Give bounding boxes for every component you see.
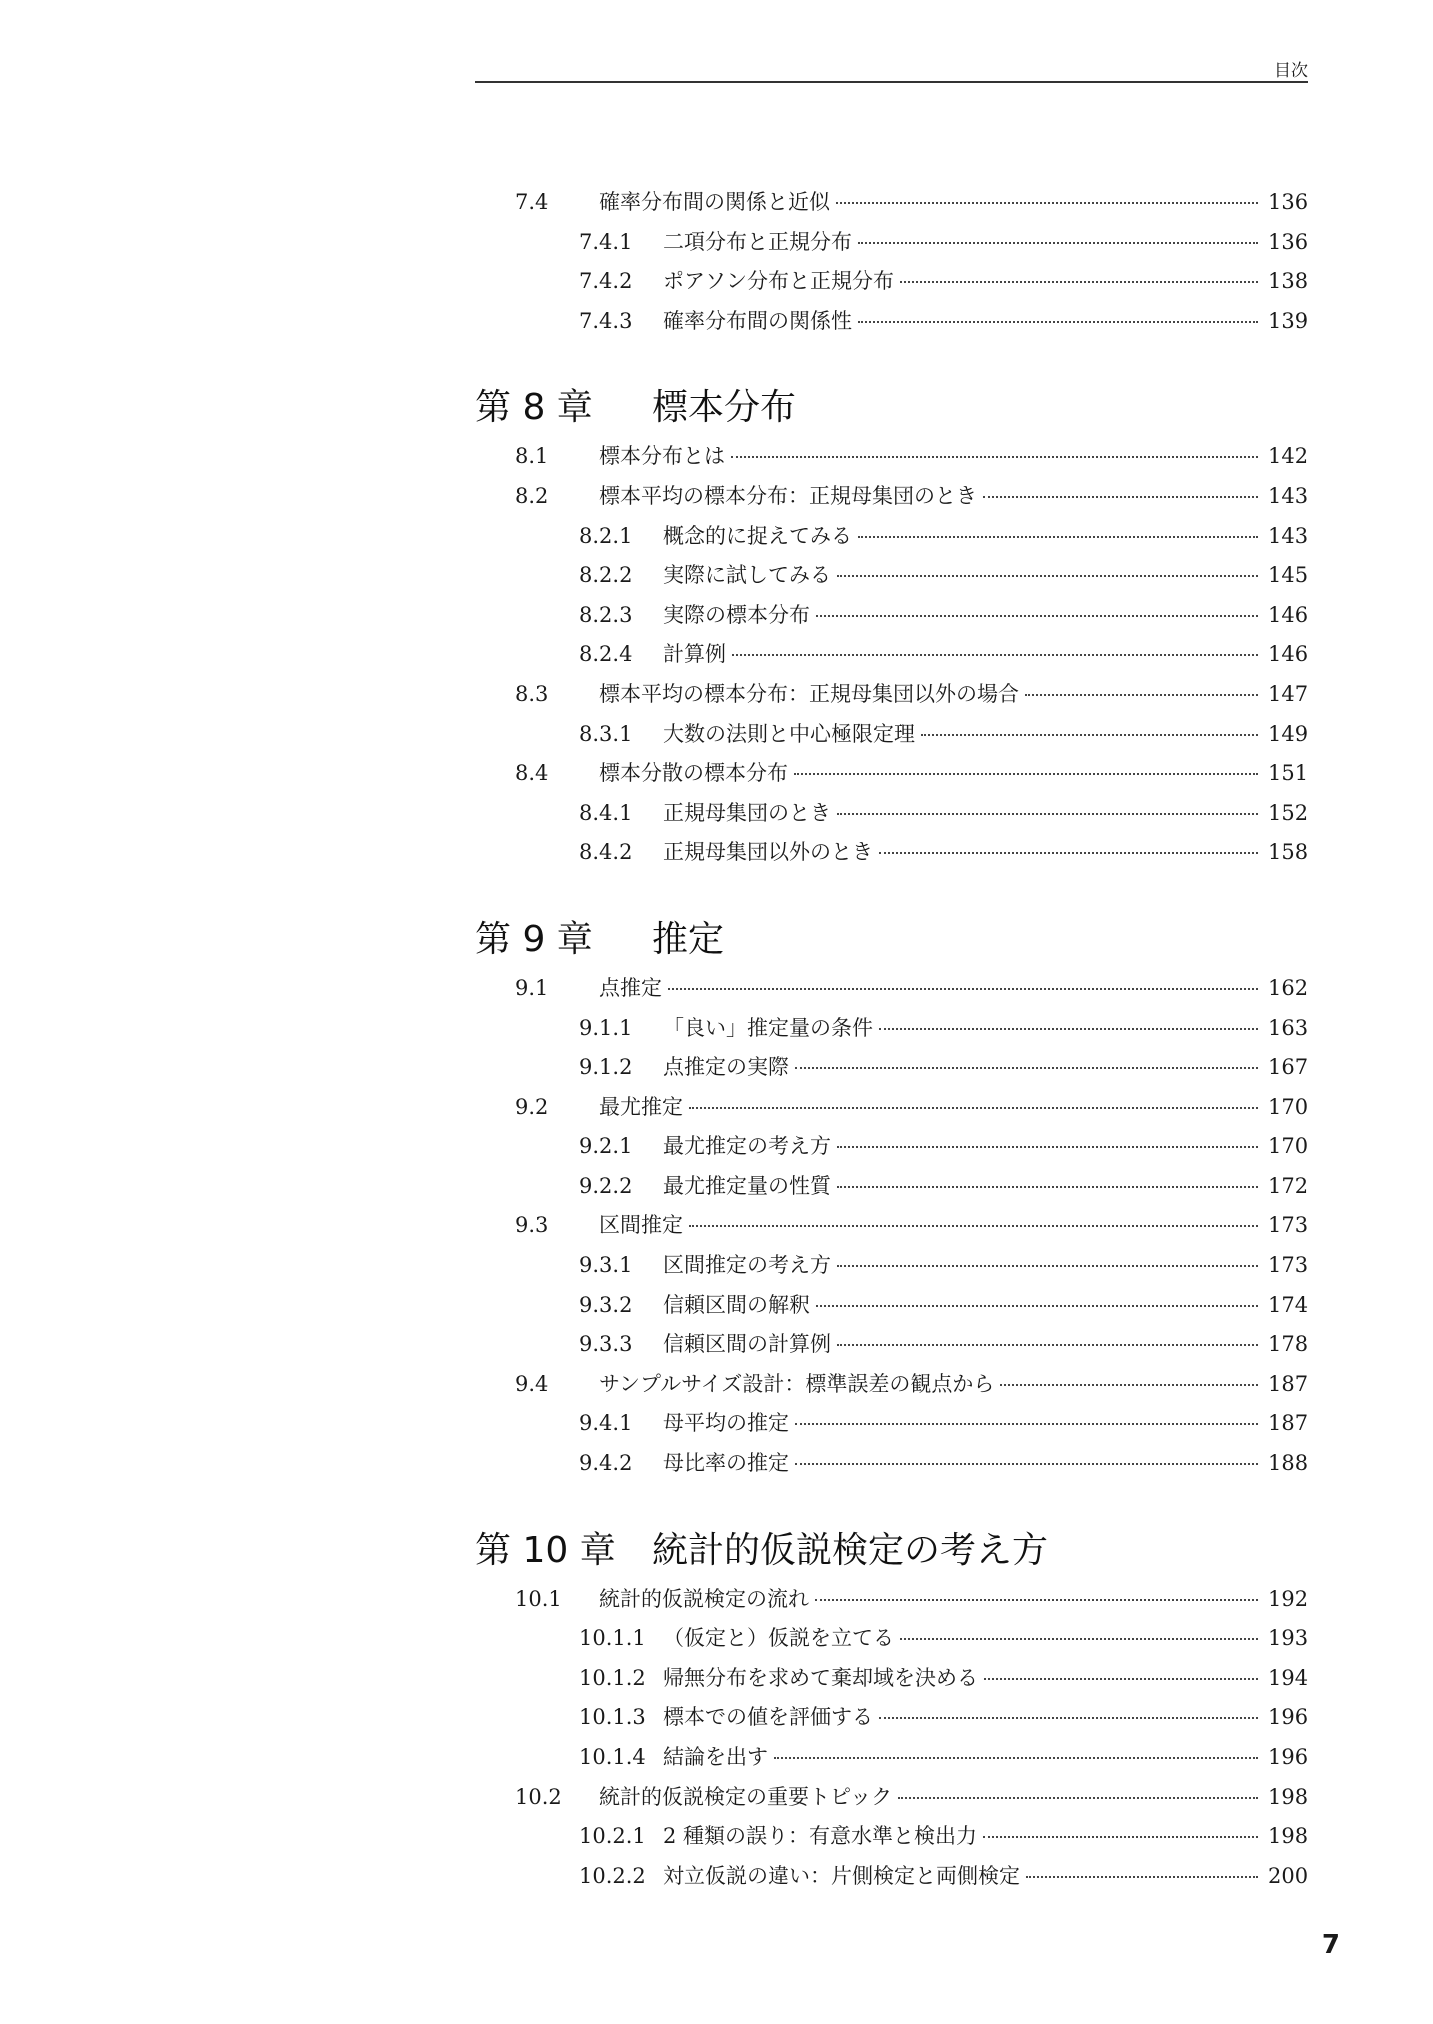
toc-subsection-entry[interactable]: [475, 556, 1308, 596]
section-title: 標本での値を評価する: [663, 1705, 873, 1730]
dot-leader: [795, 1423, 1258, 1425]
section-title: 確率分布間の関係性: [663, 308, 852, 333]
section-number: 9.1.1: [579, 1015, 633, 1040]
toc-subsection-entry[interactable]: [475, 1857, 1308, 1897]
section-title: 二項分布と正規分布: [663, 229, 852, 254]
section-title: 点推定: [599, 975, 662, 1000]
chapter-heading: [475, 379, 1308, 437]
dot-leader: [984, 1678, 1258, 1680]
section-page-number: 198: [1268, 1784, 1309, 1809]
dot-leader: [837, 1265, 1258, 1267]
section-number: 7.4: [515, 190, 549, 214]
section-number: 8.4: [515, 761, 549, 786]
toc-section-entry[interactable]: [475, 437, 1308, 477]
dot-leader: [668, 988, 1258, 990]
section-number: 8.1: [515, 444, 549, 469]
section-page-number: 187: [1268, 1371, 1309, 1396]
section-page-number: 173: [1268, 1253, 1309, 1278]
dot-leader: [858, 321, 1258, 323]
header-rule: [475, 81, 1308, 83]
section-page-number: 146: [1268, 602, 1309, 627]
toc-section-entry[interactable]: [475, 969, 1308, 1009]
section-title: 帰無分布を求めて棄却域を決める: [663, 1665, 978, 1690]
table-of-contents: [475, 183, 1308, 1896]
toc-subsection-entry[interactable]: [475, 1444, 1308, 1484]
section-page-number: 146: [1268, 642, 1309, 667]
section-title: 最尤推定: [599, 1094, 683, 1119]
section-number: 7.4.3: [579, 308, 633, 333]
section-number: 7.4.2: [579, 269, 633, 294]
toc-subsection-entry[interactable]: [475, 1619, 1308, 1659]
section-page-number: 173: [1268, 1213, 1309, 1238]
toc-section-entry[interactable]: [475, 1206, 1308, 1246]
chapter-title: 統計的仮説検定の考え方: [652, 1529, 1049, 1571]
section-title: 実際の標本分布: [663, 602, 810, 627]
section-title: 実際に試してみる: [663, 563, 831, 588]
toc-section-entry[interactable]: [475, 754, 1308, 794]
dot-leader: [879, 852, 1258, 854]
dot-leader: [900, 1638, 1258, 1640]
section-number: 9.3.2: [579, 1292, 633, 1317]
section-title: 正規母集団のとき: [663, 800, 831, 825]
section-title: 区間推定の考え方: [663, 1253, 831, 1278]
toc-section-entry[interactable]: [475, 675, 1308, 715]
section-number: 8.2.3: [579, 602, 633, 627]
toc-subsection-entry[interactable]: [475, 1698, 1308, 1738]
section-title: 確率分布間の関係と近似: [599, 190, 830, 214]
section-page-number: 142: [1268, 444, 1309, 469]
toc-subsection-entry[interactable]: [475, 833, 1308, 873]
section-title: 正規母集団以外のとき: [663, 840, 873, 865]
chapter-heading: [475, 911, 1308, 969]
dot-leader: [816, 1305, 1258, 1307]
toc-subsection-entry[interactable]: [475, 1127, 1308, 1167]
section-title: 標本分布とは: [599, 444, 725, 469]
dot-leader: [921, 734, 1258, 736]
toc-subsection-entry[interactable]: [475, 1404, 1308, 1444]
section-page-number: 139: [1268, 308, 1309, 333]
section-page-number: 143: [1268, 483, 1309, 508]
section-page-number: 192: [1268, 1586, 1309, 1611]
section-number: 10.2.2: [579, 1863, 646, 1888]
section-page-number: 147: [1268, 681, 1309, 706]
section-title: 最尤推定量の性質: [663, 1173, 831, 1198]
section-title: 母平均の推定: [663, 1411, 789, 1436]
dot-leader: [858, 242, 1258, 244]
section-number: 9.3.1: [579, 1253, 633, 1278]
section-number: 9.2: [515, 1094, 549, 1119]
section-page-number: 138: [1268, 269, 1309, 294]
dot-leader: [774, 1757, 1258, 1759]
toc-subsection-entry[interactable]: [475, 715, 1308, 755]
section-title: 点推定の実際: [663, 1055, 789, 1080]
dot-leader: [879, 1717, 1258, 1719]
dot-leader: [837, 813, 1258, 815]
toc-section-entry[interactable]: [475, 1580, 1308, 1620]
section-page-number: 196: [1268, 1745, 1309, 1769]
dot-leader: [837, 575, 1258, 577]
dot-leader: [689, 1225, 1258, 1227]
section-title: 信頼区間の解釈: [663, 1292, 810, 1317]
section-page-number: 178: [1268, 1332, 1309, 1357]
dot-leader: [815, 1599, 1258, 1601]
section-page-number: 187: [1268, 1411, 1309, 1436]
section-page-number: 151: [1268, 761, 1309, 786]
section-page-number: 170: [1268, 1134, 1309, 1159]
section-page-number: 167: [1268, 1055, 1309, 1080]
dot-leader: [1025, 694, 1258, 696]
section-number: 10.1.3: [579, 1705, 646, 1730]
section-title: 2 種類の誤り：有意水準と検出力: [663, 1824, 978, 1849]
section-page-number: 194: [1268, 1665, 1309, 1690]
section-title: 大数の法則と中心極限定理: [663, 721, 915, 746]
dot-leader: [689, 1107, 1258, 1109]
chapter-title: 標本分布: [652, 387, 797, 429]
section-page-number: 149: [1268, 721, 1309, 746]
section-page-number: 172: [1268, 1173, 1309, 1198]
toc-subsection-entry[interactable]: [475, 1817, 1308, 1857]
dot-leader: [1026, 1876, 1258, 1878]
toc-subsection-entry[interactable]: [475, 1009, 1308, 1049]
section-number: 8.4.2: [579, 840, 633, 865]
section-page-number: 170: [1268, 1094, 1309, 1119]
toc-subsection-entry[interactable]: [475, 1738, 1308, 1778]
section-page-number: 136: [1268, 229, 1309, 254]
section-page-number: 145: [1268, 563, 1309, 588]
section-title: 標本分散の標本分布: [599, 761, 788, 786]
dot-leader: [983, 1836, 1258, 1838]
section-title: 統計的仮説検定の重要トピック: [599, 1784, 893, 1809]
chapter-number: 第 8 章: [475, 387, 593, 429]
section-number: 9.3.3: [579, 1332, 633, 1357]
section-number: 8.4.1: [579, 800, 633, 825]
section-page-number: 196: [1268, 1705, 1309, 1730]
toc-subsection-entry[interactable]: [475, 517, 1308, 557]
dot-leader: [732, 654, 1258, 656]
section-number: 9.4: [515, 1371, 549, 1396]
section-page-number: 198: [1268, 1824, 1309, 1849]
running-header: 目次: [1274, 61, 1308, 81]
dot-leader: [731, 456, 1258, 458]
section-number: 10.1.2: [579, 1665, 646, 1690]
toc-subsection-entry[interactable]: [475, 1048, 1308, 1088]
dot-leader: [795, 1067, 1258, 1069]
chapter-number: 第 10 章: [475, 1529, 616, 1571]
toc-section-entry[interactable]: [475, 1088, 1308, 1128]
section-page-number: 158: [1268, 840, 1309, 865]
section-number: 8.3.1: [579, 721, 633, 746]
section-title: 信頼区間の計算例: [663, 1332, 831, 1357]
section-number: 9.1.2: [579, 1055, 633, 1080]
dot-leader: [1000, 1384, 1258, 1386]
section-title: 対立仮説の違い：片側検定と両側検定: [663, 1863, 1020, 1888]
page-number: 7: [1321, 1930, 1340, 1960]
section-page-number: 200: [1268, 1863, 1309, 1888]
section-number: 10.2: [515, 1784, 562, 1809]
toc-subsection-entry[interactable]: [475, 794, 1308, 834]
toc-subsection-entry[interactable]: [475, 596, 1308, 636]
toc-section-entry[interactable]: [475, 1365, 1308, 1405]
section-number: 8.3: [515, 681, 549, 706]
toc-section-entry[interactable]: [475, 1778, 1308, 1818]
dot-leader: [836, 202, 1258, 204]
dot-leader: [898, 1797, 1258, 1799]
section-page-number: 174: [1268, 1292, 1309, 1317]
toc-subsection-entry[interactable]: [475, 635, 1308, 675]
dot-leader: [837, 1344, 1258, 1346]
section-title: 区間推定: [599, 1213, 683, 1238]
dot-leader: [983, 496, 1258, 498]
chapter-heading: [475, 1522, 1308, 1580]
section-title: 統計的仮説検定の流れ: [599, 1586, 809, 1611]
dot-leader: [879, 1028, 1258, 1030]
section-title: 結論を出す: [663, 1745, 768, 1769]
section-title: 標本平均の標本分布：正規母集団以外の場合: [599, 681, 1019, 706]
chapter-number: 第 9 章: [475, 918, 593, 960]
toc-subsection-entry[interactable]: [475, 302, 1308, 342]
section-number: 8.2.4: [579, 642, 633, 667]
toc-subsection-entry[interactable]: [475, 1659, 1308, 1699]
section-page-number: 193: [1268, 1626, 1309, 1651]
section-number: 10.1.1: [579, 1626, 646, 1651]
section-number: 8.2.1: [579, 523, 633, 548]
section-page-number: 162: [1268, 975, 1309, 1000]
section-number: 10.1.4: [579, 1745, 646, 1769]
toc-section-entry[interactable]: [475, 183, 1308, 223]
toc-subsection-entry[interactable]: [475, 1325, 1308, 1365]
section-title: 概念的に捉えてみる: [663, 523, 852, 548]
section-number: 9.4.1: [579, 1411, 633, 1436]
toc-subsection-entry[interactable]: [475, 262, 1308, 302]
section-title: 「良い」推定量の条件: [663, 1015, 873, 1040]
section-title: サンプルサイズ設計：標準誤差の観点から: [599, 1371, 995, 1396]
section-title: 標本平均の標本分布：正規母集団のとき: [599, 483, 977, 508]
toc-subsection-entry[interactable]: [475, 1246, 1308, 1286]
dot-leader: [837, 1186, 1258, 1188]
section-number: 9.1: [515, 975, 549, 1000]
section-title: 母比率の推定: [663, 1451, 789, 1476]
section-number: 9.2.2: [579, 1173, 633, 1198]
toc-subsection-entry[interactable]: [475, 1167, 1308, 1207]
section-title: （仮定と）仮説を立てる: [663, 1626, 894, 1651]
dot-leader: [794, 773, 1258, 775]
toc-section-entry[interactable]: [475, 477, 1308, 517]
section-number: 7.4.1: [579, 229, 633, 254]
section-page-number: 163: [1268, 1015, 1309, 1040]
section-number: 9.4.2: [579, 1451, 633, 1476]
section-number: 9.2.1: [579, 1134, 633, 1159]
section-number: 8.2: [515, 483, 549, 508]
section-page-number: 188: [1268, 1451, 1309, 1476]
section-number: 10.1: [515, 1586, 562, 1611]
section-number: 9.3: [515, 1213, 549, 1238]
section-page-number: 143: [1268, 523, 1309, 548]
dot-leader: [816, 615, 1258, 617]
dot-leader: [900, 281, 1258, 283]
section-title: ポアソン分布と正規分布: [663, 269, 894, 294]
section-title: 最尤推定の考え方: [663, 1134, 831, 1159]
section-page-number: 136: [1268, 190, 1309, 214]
toc-subsection-entry[interactable]: [475, 1286, 1308, 1326]
dot-leader: [858, 536, 1258, 538]
section-number: 10.2.1: [579, 1824, 646, 1849]
section-page-number: 152: [1268, 800, 1309, 825]
section-title: 計算例: [663, 642, 726, 667]
toc-subsection-entry[interactable]: [475, 223, 1308, 263]
section-number: 8.2.2: [579, 563, 633, 588]
dot-leader: [837, 1146, 1258, 1148]
dot-leader: [795, 1463, 1258, 1465]
chapter-title: 推定: [652, 918, 725, 960]
